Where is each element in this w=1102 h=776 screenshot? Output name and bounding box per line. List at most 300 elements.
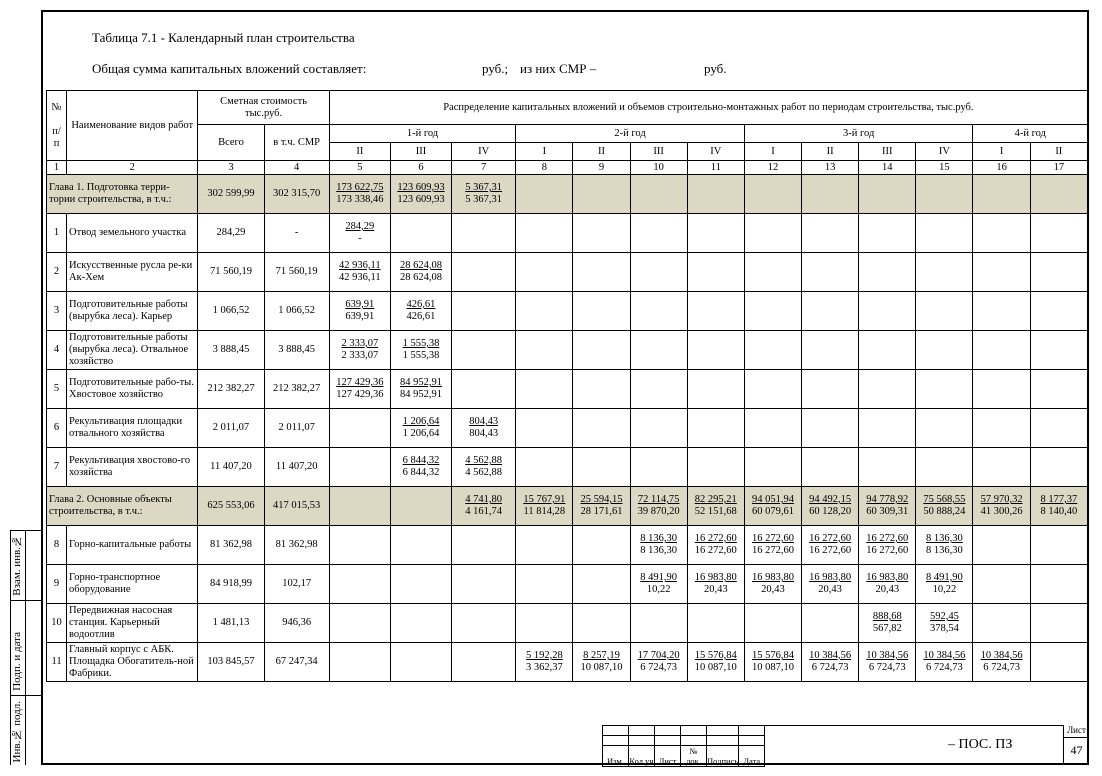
period-cell [973,643,1030,682]
column-number: 10 [630,161,687,175]
period-cell [802,643,859,682]
period-cell [452,526,516,565]
period-cell [390,565,451,604]
period-cell [744,604,801,643]
work-name: Подготовительные рабо-ты. Хвостовое хозяйство [67,370,198,409]
period-cell [452,175,516,214]
period-cell [516,487,573,526]
header-year-2: 2-й год [516,125,745,143]
column-number: 2 [67,161,198,175]
smr-value: 10,22 [646,584,671,595]
period-cell [573,526,630,565]
period-cell [916,604,973,643]
period-cell [744,331,801,370]
period-cell [916,370,973,409]
construction-schedule-table [46,90,1088,682]
period-cell [916,643,973,682]
work-name: Передвижная насосная станция. Карьерный водоотлив [67,604,198,643]
header-year-3: 3-й год [744,125,973,143]
investment-value: 72 114,75 [637,494,680,505]
period-cell [859,253,916,292]
period-cell [516,643,573,682]
period-cell [687,175,744,214]
smr-value: 6 844,32 [402,467,440,478]
investment-value: 1 555,38 [402,338,440,349]
cost-total: 103 845,57 [198,643,264,682]
period-cell [802,526,859,565]
period-cell [329,253,390,292]
cost-total: 2 011,07 [198,409,264,448]
period-cell [573,604,630,643]
period-cell [452,487,516,526]
smr-value: 6 724,73 [640,662,677,673]
investment-value: 5 367,31 [465,182,503,193]
cost-total: 11 407,20 [198,448,264,487]
period-cell [390,487,451,526]
period-cell [630,253,687,292]
header-quarter: II [1030,143,1087,161]
header-smr: в т.ч. СМР [264,125,329,161]
smr-value: 52 151,68 [694,506,737,517]
column-number: 15 [916,161,973,175]
cost-total: 84 918,99 [198,565,264,604]
cost-total: 71 560,19 [198,253,264,292]
investment-value: 57 970,32 [980,494,1023,505]
period-cell [744,292,801,331]
sheet-number: 47 [1070,743,1083,757]
cost-smr: 3 888,45 [264,331,329,370]
period-cell [630,409,687,448]
investment-value: 94 492,15 [809,494,852,505]
cost-smr: 946,36 [264,604,329,643]
row-number: 7 [47,448,67,487]
smr-value: 4 562,88 [465,467,503,478]
period-cell [687,487,744,526]
period-cell [802,253,859,292]
investment-value: 8 136,30 [926,533,963,544]
investment-value: 127 429,36 [336,377,384,388]
period-cell [916,526,973,565]
period-cell [973,175,1030,214]
table-row [47,565,1088,604]
investment-value: 123 609,93 [397,182,445,193]
period-cell [573,214,630,253]
period-cell [1030,370,1087,409]
period-cell [802,331,859,370]
period-cell [390,604,451,643]
work-name: Горно-капитальные работы [67,526,198,565]
table-row [47,253,1088,292]
period-cell [630,214,687,253]
smr-value: 41 300,26 [980,506,1023,517]
table-row [47,643,1088,682]
chapter-name: Глава 2. Основные объекты строительства, в т.ч.: [47,487,198,526]
investment-value: 6 844,32 [402,455,440,466]
period-cell [687,292,744,331]
period-cell [1030,175,1087,214]
investment-value: 2 333,07 [341,338,379,349]
period-cell [916,292,973,331]
investment-value: 17 704,20 [637,650,680,661]
sheet-box [1063,725,1089,765]
period-cell [452,292,516,331]
row-number: 4 [47,331,67,370]
header-quarter: I [516,143,573,161]
period-cell [687,214,744,253]
smr-value: 16 272,60 [866,545,909,556]
period-cell [973,214,1030,253]
investment-value: 10 384,56 [980,650,1023,661]
table-row [47,214,1088,253]
row-number: 11 [47,643,67,682]
header-quarter: II [329,143,390,161]
period-cell [744,643,801,682]
header-distribution: Распределение капитальных вложений и объемов строительно-монтажных работ по периодам строительства, тыс.руб. [329,91,1087,125]
stamp-cell-replace [11,531,41,601]
cost-smr: 71 560,19 [264,253,329,292]
period-cell [802,292,859,331]
period-cell [744,565,801,604]
period-cell [329,292,390,331]
period-cell [452,448,516,487]
period-cell [973,604,1030,643]
cost-total: 1 066,52 [198,292,264,331]
period-cell [973,487,1030,526]
period-cell [516,214,573,253]
period-cell [973,370,1030,409]
smr-value: 10 087,10 [751,662,794,673]
period-cell [1030,292,1087,331]
period-cell [744,526,801,565]
investment-value: 426,61 [406,299,436,310]
smr-value: 804,43 [469,428,499,439]
header-quarter: III [630,143,687,161]
investment-value: 16 983,80 [694,572,737,583]
investment-value: 1 206,64 [402,416,440,427]
period-cell [859,526,916,565]
period-cell [573,448,630,487]
column-number: 4 [264,161,329,175]
period-cell [390,526,451,565]
smr-value: 6 724,73 [926,662,963,673]
period-cell [390,448,451,487]
chapter-row [47,175,1088,214]
smr-value: 10,22 [932,584,957,595]
work-name: Отвод земельного участка [67,214,198,253]
period-cell [802,175,859,214]
period-cell [390,214,451,253]
investment-value: 10 384,56 [866,650,909,661]
period-cell [687,448,744,487]
investment-unit-2: руб. [704,61,727,76]
smr-value: 8 140,40 [1040,506,1078,517]
stamp-label: Подпись [707,746,739,767]
period-cell [744,214,801,253]
stamp-label: Лист [655,746,681,767]
period-cell [573,565,630,604]
investment-value: 16 272,60 [809,533,852,544]
period-cell [390,409,451,448]
period-cell [390,331,451,370]
period-cell [1030,253,1087,292]
label-inv-orig: Инв.№ подл. [11,700,23,762]
stamp-cell-sign [11,601,41,696]
header-quarter: I [744,143,801,161]
period-cell [973,292,1030,331]
stamp-label: Изм. [603,746,629,767]
header-cost: Сметная стоимость тыс.руб. [198,91,329,125]
period-cell [630,175,687,214]
period-cell [452,253,516,292]
cost-smr: 1 066,52 [264,292,329,331]
work-name: Рекультивация площадки отвального хозяйства [67,409,198,448]
period-cell [916,253,973,292]
header-name: Наименование видов работ [67,91,198,161]
investment-value: 94 051,94 [751,494,794,505]
row-number: 1 [47,214,67,253]
period-cell [630,292,687,331]
period-cell [744,487,801,526]
smr-value: 4 161,74 [465,506,503,517]
investment-unit-1: руб.; [482,61,509,76]
period-cell [687,331,744,370]
period-cell [916,565,973,604]
investment-value: 16 983,80 [751,572,794,583]
smr-value: - [358,233,362,244]
period-cell [1030,331,1087,370]
period-cell [973,526,1030,565]
smr-value: 1 206,64 [402,428,440,439]
smr-value: 60 079,61 [751,506,794,517]
period-cell [573,643,630,682]
period-cell [516,448,573,487]
period-cell [516,253,573,292]
investment-value: 42 936,11 [339,260,381,271]
smr-value: 20,43 [761,584,785,595]
period-cell [452,604,516,643]
smr-value: 16 272,60 [751,545,794,556]
period-cell [687,370,744,409]
investment-value: 592,45 [929,611,959,622]
table-row [47,292,1088,331]
period-cell [573,409,630,448]
period-cell [744,370,801,409]
smr-value: 16 272,60 [694,545,737,556]
column-number: 13 [802,161,859,175]
period-cell [516,526,573,565]
investment-value: 10 384,56 [923,650,966,661]
cost-total: 284,29 [198,214,264,253]
period-cell [390,253,451,292]
cost-smr: 102,17 [264,565,329,604]
cost-smr: - [264,214,329,253]
smr-value: 8 136,30 [926,545,963,556]
smr-value: 123 609,93 [397,194,445,205]
period-cell [630,448,687,487]
period-cell [916,409,973,448]
investment-value: 15 576,84 [751,650,794,661]
period-cell [452,331,516,370]
period-cell [630,565,687,604]
row-number: 2 [47,253,67,292]
smr-value: 378,54 [929,623,959,634]
investment-value: 10 384,56 [809,650,852,661]
period-cell [859,175,916,214]
work-name: Горно-транспортное оборудование [67,565,198,604]
smr-value: 16 272,60 [809,545,852,556]
period-cell [916,214,973,253]
row-number: 6 [47,409,67,448]
period-cell [452,409,516,448]
period-cell [573,253,630,292]
header-year-1: 1-й год [329,125,515,143]
period-cell [329,604,390,643]
smr-value: 28 171,61 [580,506,623,517]
period-cell [802,565,859,604]
investment-value: 28 624,08 [399,260,442,271]
period-cell [859,214,916,253]
label-sign-date: Подп. и дата [11,632,23,691]
investment-value: 15 767,91 [523,494,566,505]
period-cell [687,253,744,292]
smr-value: 1 555,38 [402,350,440,361]
period-cell [329,331,390,370]
investment-mid: из них СМР – [520,61,597,76]
smr-value: 20,43 [875,584,900,595]
label-replace-inv: Взам. инв.№ [11,535,23,596]
smr-value: 84 952,91 [399,389,442,400]
investment-value: 8 257,19 [583,650,620,661]
investment-value: 639,91 [345,299,375,310]
column-number: 11 [687,161,744,175]
period-cell [916,331,973,370]
investment-value: 16 983,80 [866,572,909,583]
period-cell [1030,409,1087,448]
period-cell [744,448,801,487]
table-title: Таблица 7.1 - Календарный план строительства [92,30,355,45]
period-cell [630,526,687,565]
period-cell [329,409,390,448]
column-number: 17 [1030,161,1087,175]
smr-value: 8 136,30 [640,545,677,556]
period-cell [687,409,744,448]
cost-total: 212 382,27 [198,370,264,409]
investment-value: 75 568,55 [923,494,966,505]
header-colnum-row [47,161,1088,175]
stamp-label: № док. [681,746,707,767]
period-cell [859,370,916,409]
period-cell [973,253,1030,292]
period-cell [1030,526,1087,565]
column-number: 9 [573,161,630,175]
smr-value: 42 936,11 [339,272,381,283]
investment-prefix: Общая сумма капитальных вложений составляет: [92,61,367,76]
period-cell [859,409,916,448]
investment-value: 888,68 [872,611,902,622]
period-cell [1030,565,1087,604]
document-code: – ПОС. ПЗ [948,737,1013,752]
smr-value: 3 362,37 [525,662,563,673]
period-cell [573,292,630,331]
period-cell [390,292,451,331]
period-cell [329,448,390,487]
row-number: 10 [47,604,67,643]
header-quarter: IV [916,143,973,161]
cost-total: 625 553,06 [198,487,264,526]
smr-value: 173 338,46 [336,194,384,205]
header-quarter: III [859,143,916,161]
period-cell [859,331,916,370]
period-cell [516,604,573,643]
table-row [47,370,1088,409]
period-cell [390,175,451,214]
smr-value: 6 724,73 [811,662,849,673]
period-cell [329,370,390,409]
sheet-label: Лист [1064,725,1089,738]
cost-smr: 417 015,53 [264,487,329,526]
smr-value: 50 888,24 [923,506,966,517]
smr-value: 6 724,73 [868,662,906,673]
investment-value: 82 295,21 [694,494,737,505]
smr-value: 60 309,31 [866,506,909,517]
investment-value: 8 177,37 [1040,494,1078,505]
period-cell [744,175,801,214]
smr-value: 20,43 [818,584,842,595]
smr-value: 567,82 [872,623,902,634]
period-cell [452,214,516,253]
table-row [47,526,1088,565]
header-num: № п/ п [47,91,67,161]
period-cell [329,175,390,214]
period-cell [859,565,916,604]
smr-value: 60 128,20 [809,506,852,517]
period-cell [516,175,573,214]
cost-total: 81 362,98 [198,526,264,565]
header-quarter: IV [452,143,516,161]
period-cell [452,370,516,409]
cost-smr: 81 362,98 [264,526,329,565]
investment-value: 25 594,15 [580,494,623,505]
period-cell [630,604,687,643]
investment-value: 16 272,60 [694,533,737,544]
period-cell [802,409,859,448]
smr-value: 6 724,73 [983,662,1020,673]
period-cell [573,487,630,526]
column-number: 12 [744,161,801,175]
smr-value: 10 087,10 [580,662,623,673]
period-cell [859,292,916,331]
stamp-cell-inv [11,696,41,766]
header-quarter: IV [687,143,744,161]
investment-value: 5 192,28 [525,650,563,661]
period-cell [687,604,744,643]
stamp-labels-row [603,746,765,767]
period-cell [516,565,573,604]
table-row [47,448,1088,487]
table-row [47,409,1088,448]
column-number: 14 [859,161,916,175]
period-cell [630,370,687,409]
header-total: Всего [198,125,264,161]
period-cell [390,643,451,682]
cost-total: 1 481,13 [198,604,264,643]
investment-value: 15 576,84 [694,650,737,661]
chapter-name: Глава 1. Подготовка терри-тории строительства, в т.ч.: [47,175,198,214]
investment-value: 16 272,60 [751,533,794,544]
period-cell [573,370,630,409]
period-cell [573,175,630,214]
period-cell [744,253,801,292]
